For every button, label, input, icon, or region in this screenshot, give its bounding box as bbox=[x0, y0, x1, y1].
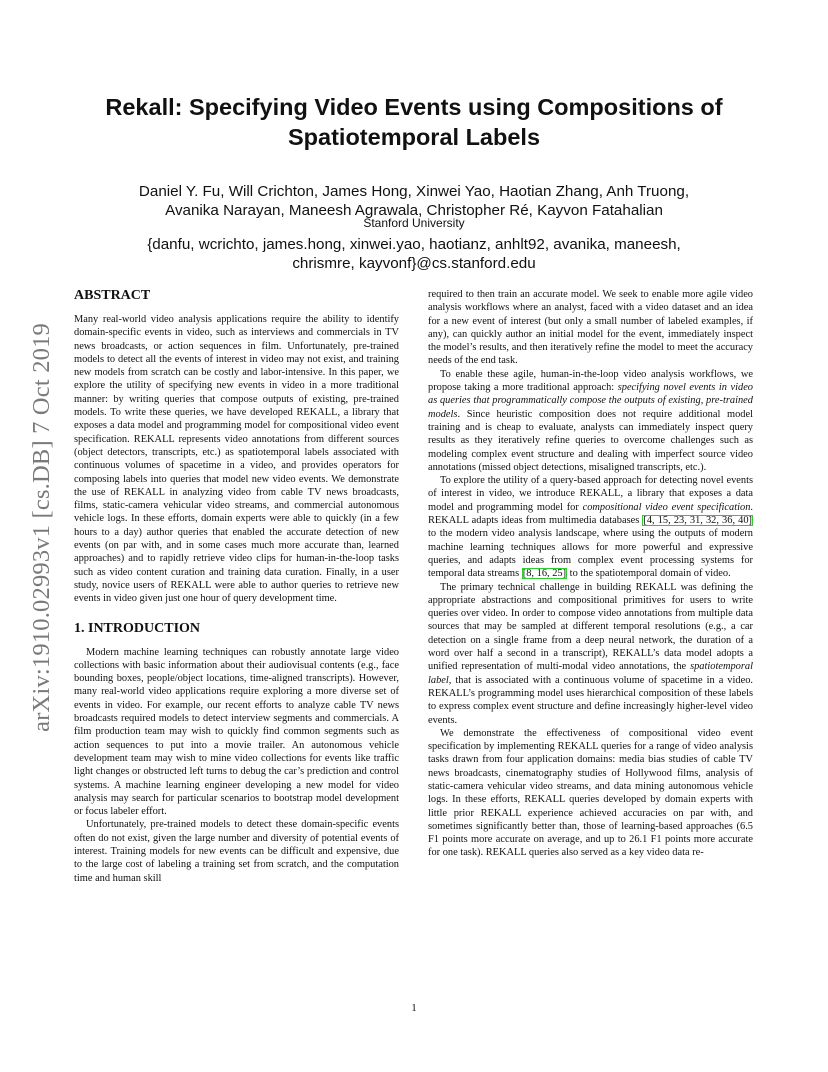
right-p1-text-b: . Since heuristic composition does not require additional model training and is cheap to evaluate, analysts can immediately inspect query results as they iteratively refine queries to overcome challenges such as modeling complex event structure and dealing with imperfect source video annotations (missed object detections, misaligned transcripts, etc.). bbox=[428, 408, 753, 473]
left-column bbox=[74, 288, 399, 885]
right-paragraph-2 bbox=[428, 474, 753, 580]
right-p3-text-a: The primary technical challenge in building REKALL was defining the appropriate abstractions and compositional primitives for users to write queries over video. In order to compose video annotations from multiple data sources that may be sampled at different temporal resolutions (e.g., a car detection on a single frame from a deep neural network, the duration of a word over half a second in a transcript), REKALL’s data model adopts a unified representation of multi-modal video annotations, the bbox=[428, 581, 753, 673]
authors-line-1: Daniel Y. Fu, Will Crichton, James Hong, Xinwei Yao, Haotian Zhang, Anh Truong, bbox=[138, 183, 690, 200]
emails-line-1: {danfu, wcrichto, james.hong, xinwei.yao, haotianz, anhlt92, avanika, maneesh, bbox=[147, 236, 681, 253]
citation-link-event-processing[interactable]: [8, 16, 25] bbox=[522, 568, 567, 580]
author-list bbox=[60, 182, 768, 220]
right-p2-text-b: . REKALL adapts ideas from multimedia databases bbox=[428, 501, 754, 527]
right-paragraph-1 bbox=[428, 368, 753, 474]
right-p1-text-a: To enable these agile, human-in-the-loop video analysis workflows, we propose taking a more traditional approach: bbox=[428, 368, 753, 394]
right-p2-text-a: To explore the utility of a query-based approach for detecting novel events of interest in video, we introduce REKALL, a library that exposes a data model and programming model for bbox=[428, 475, 753, 513]
page-number: 1 bbox=[411, 1002, 417, 1014]
right-paragraph-3 bbox=[428, 581, 753, 727]
emails-line-2: chrismre, kayvonf}@cs.stanford.edu bbox=[292, 255, 536, 272]
arxiv-stamp bbox=[22, 292, 62, 762]
right-paragraph-0: required to then train an accurate model. We seek to enable more agile video analysis workflows where an analyst, faced with a video dataset and an idea for a new event of interest (but only a small number of labeled examples, if any), can quickly author an initial model for the event, immediately inspect the model’s results, and then iteratively refine the model to meet the accuracy needs of the end task. bbox=[428, 289, 753, 367]
abstract-heading: ABSTRACT bbox=[74, 288, 151, 303]
intro-paragraph-1: Modern machine learning techniques can robustly annotate large video collections with basic information about their audiovisual contents (e.g., face bounding boxes, people/object locations, time-aligned transcripts). However, many real-world video applications require exploring a more diverse set of events in video. For example, our recent efforts to analyze cable TV news broadcasts required models to detect interview segments and commercials. A film production team may wish to quickly find common segments such as action sequences to put into a movie trailer. An autonomous vehicle development team may wish to mine video collections for events like traffic light changes or obstructed left turns to debug the car’s prediction and control systems. A machine learning engineer developing a new model for video analysis may search for particular scenarios to bootstrap model development or focus labeler effort. bbox=[74, 646, 399, 818]
paper-title bbox=[60, 92, 768, 152]
right-paragraph-4: We demonstrate the effectiveness of compositional video event specification by implementing REKALL queries for a range of video analysis tasks drawn from four application domains: media bias studies of cable TV news broadcasts, cinematography studies of Hollywood films, analysis of static-camera vehicular video streams, and data mining autonomous vehicle logs. In these efforts, REKALL queries developed by domain experts with little prior REKALL experience achieved accuracies on par with, and sometimes significantly better than, those of learning-based approaches (6.5 F1 points more accurate on average, and up to 26.1 F1 points more accurate for one task). REKALL queries also served as a key video data re- bbox=[428, 727, 753, 859]
affiliation: Stanford University bbox=[363, 216, 465, 230]
title-line-2: Spatiotemporal Labels bbox=[287, 124, 541, 150]
right-p3-emphasis: spatiotemporal label bbox=[428, 661, 753, 686]
arxiv-stamp-text: arXiv:1910.02993v1 [cs.DB] 7 Oct 2019 bbox=[28, 322, 55, 732]
title-line-1: Rekall: Specifying Video Events using Compositions of bbox=[105, 94, 723, 120]
citation-link-multimedia[interactable]: [4, 15, 23, 31, 32, 36, 40] bbox=[643, 515, 752, 527]
introduction-heading: 1. INTRODUCTION bbox=[74, 620, 201, 636]
right-p3-text-b: , that is associated with a continuous volume of spacetime in a video. REKALL’s programming model uses hierarchical composition of these labels to express complex event structure and define increasingly higher-level video events. bbox=[428, 674, 753, 726]
right-p2-text-c: to the modern video analysis landscape, where using the outputs of modern machine learning techniques allows for more powerful and expressive queries, and adapts ideas from complex event processing systems for temporal data streams bbox=[428, 528, 753, 580]
abstract-text: Many real-world video analysis applications require the ability to identify domain-specific events in video, such as interviews and commercials in TV news broadcasts, or action sequences in film. Unfortunately, pre-trained models to detect all the events of interest in video may not exist, and training new models from scratch can be costly and labor-intensive. In this paper, we explore the utility of specifying new events in video in a more traditional manner: by writing queries that compose outputs of existing, pre-trained models. To write these queries, we have developed REKALL, a library that exposes a data model and programming model for compositional video event specification. REKALL represents video annotations from different sources (object detectors, transcripts, etc.) as spatiotemporal labels associated with continuous volumes of spacetime in a video, and provides operators for composing labels into queries that model new video events. We demonstrate the use of REKALL in analyzing video from cable TV news broadcasts, films, static-camera vehicular video streams, and commercial autonomous vehicle logs. In these efforts, domain experts were able to quickly (in a few hours to a day) author queries that enabled the accurate detection of new events (on par with, and in some cases much more accurate than, learned approaches) and to rapidly retrieve video clips for human-in-the-loop tasks such as video content curation and training data curation. Finally, in a user study, novice users of REKALL were able to author queries to retrieve new events in video given just one hour of query development time. bbox=[74, 314, 399, 605]
intro-paragraph-2: Unfortunately, pre-trained models to detect these domain-specific events often do not exist, given the large number and diversity of potential events of interest. Training models for new events can be difficult and expensive, due to the large cost of labeling a training set from scratch, and the computation time and human skill bbox=[74, 819, 399, 884]
right-p1-emphasis: specifying novel events in video as queries that programmatically compose the outputs of existing, pre-trained models bbox=[428, 382, 754, 420]
authors-line-2: Avanika Narayan, Maneesh Agrawala, Christopher Ré, Kayvon Fatahalian bbox=[165, 202, 663, 219]
author-emails bbox=[60, 235, 768, 273]
right-p2-emphasis: compositional video event specification bbox=[582, 501, 751, 513]
right-p2-text-d: to the spatiotemporal domain of video. bbox=[567, 568, 731, 580]
right-column bbox=[428, 288, 753, 860]
